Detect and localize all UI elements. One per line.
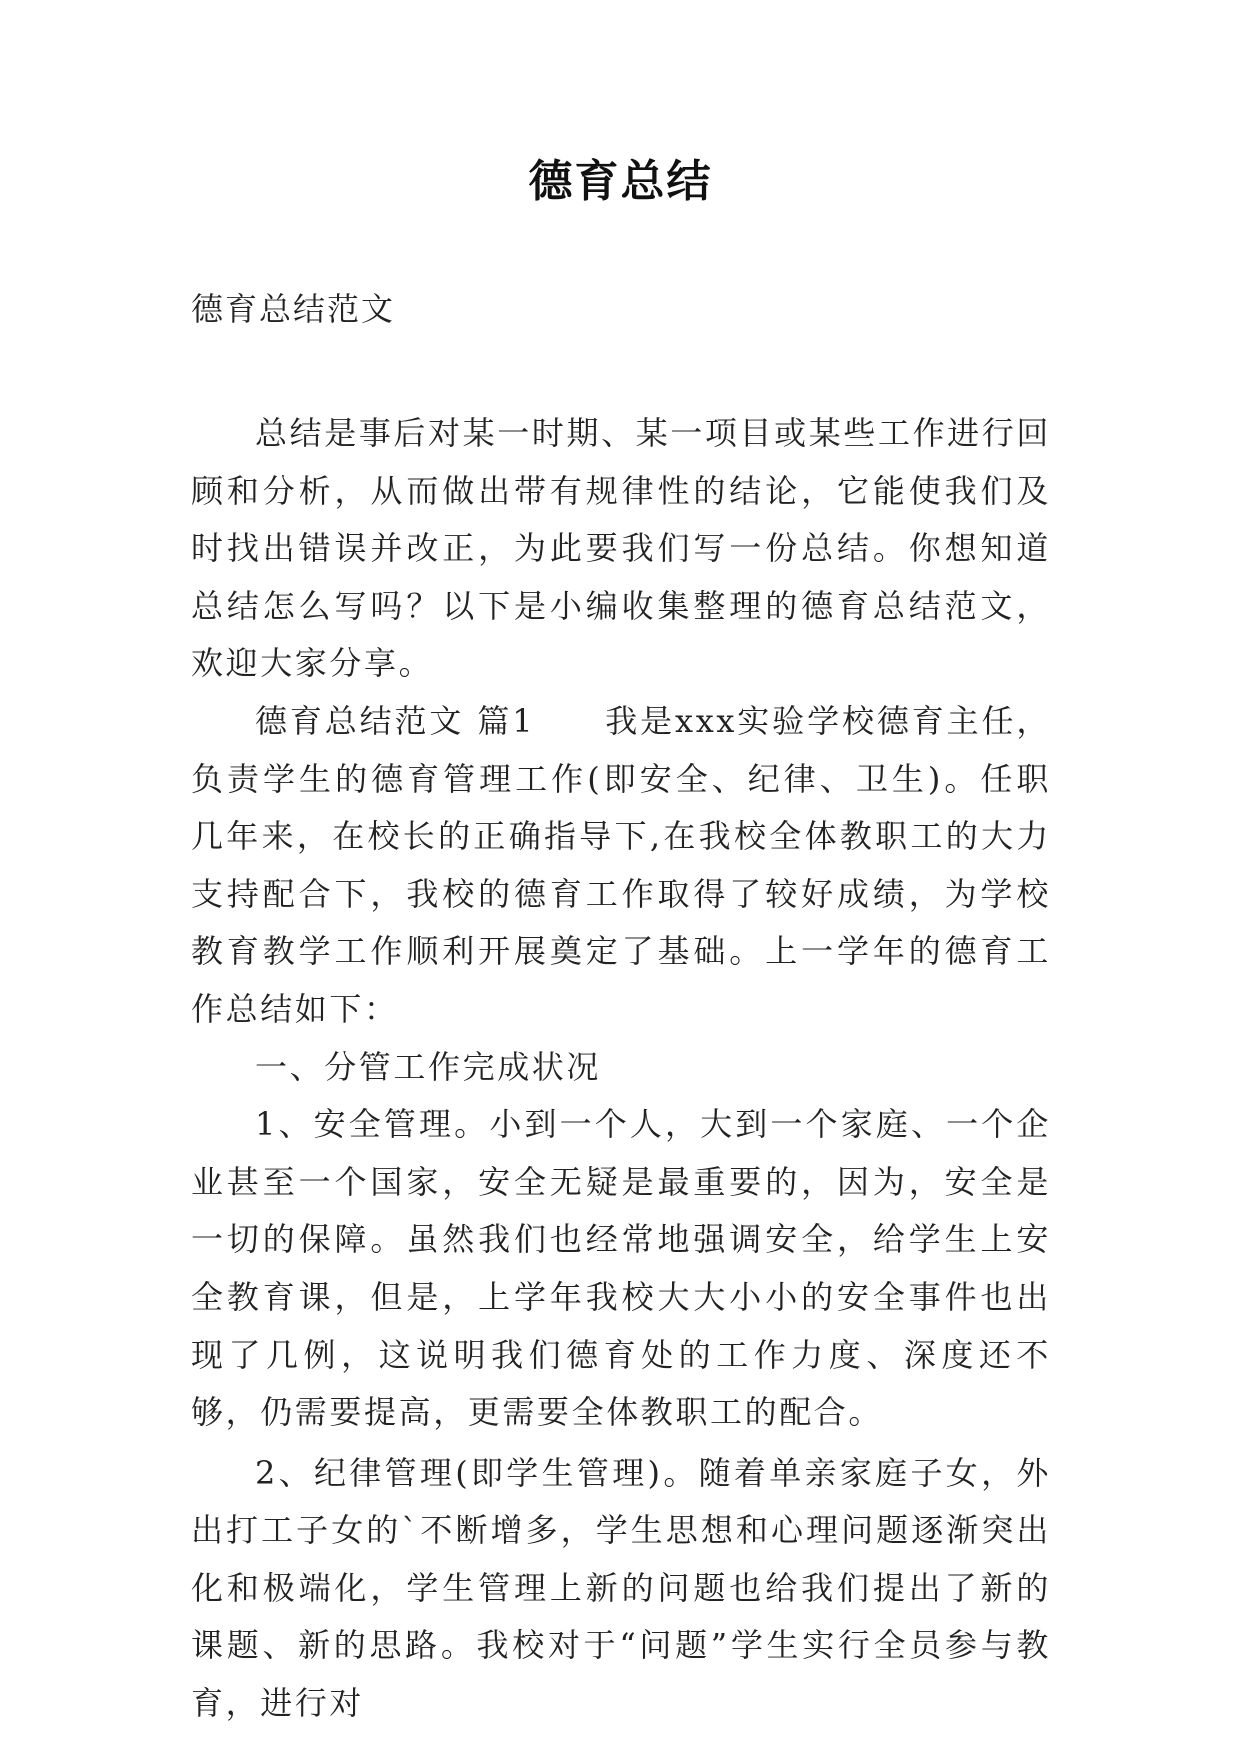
- document-body: [191, 405, 1051, 1733]
- paragraph-article-1-opening: 德育总结范文 篇1 我是xxx实验学校德育主任，负责学生的德育管理工作(即安全、纪律、卫生)。任职几年来，在校长的正确指导下,在我校全体教职工的大力支持配合下，我校的德育工作取得了较好成绩，为学校教育教学工作顺利开展奠定了基础。上一学年的德育工作总结如下：: [191, 701, 1051, 1028]
- document-title: 德育总结: [528, 156, 713, 207]
- paragraph-safety-management: 1、安全管理。小到一个人，大到一个家庭、一个企业甚至一个国家，安全无疑是最重要的，因为，安全是一切的保障。虽然我们也经常地强调安全，给学生上安全教育课，但是，上学年我校大大小小的安全事件也出现了几例，这说明我们德育处的工作力度、深度还不够，仍需要提高，更需要全体教职工的配合。: [191, 1105, 1051, 1432]
- paragraph-intro: 总结是事后对某一时期、某一项目或某些工作进行回顾和分析，从而做出带有规律性的结论，它能使我们及时找出错误并改正，为此要我们写一份总结。你想知道总结怎么写吗？以下是小编收集整理的德育总结范文，欢迎大家分享。: [191, 414, 1051, 683]
- paragraph-discipline-management: 2、纪律管理(即学生管理)。随着单亲家庭子女，外出打工子女的`不断增多，学生思想和心理问题逐渐突出化和极端化，学生管理上新的问题也给我们提出了新的课题、新的思路。我校对于“问题”学生实行全员参与教育，进行对: [191, 1453, 1051, 1723]
- document-subtitle: 德育总结范文: [191, 290, 396, 328]
- section-heading-work-completion: 一、分管工作完成状况: [255, 1047, 602, 1086]
